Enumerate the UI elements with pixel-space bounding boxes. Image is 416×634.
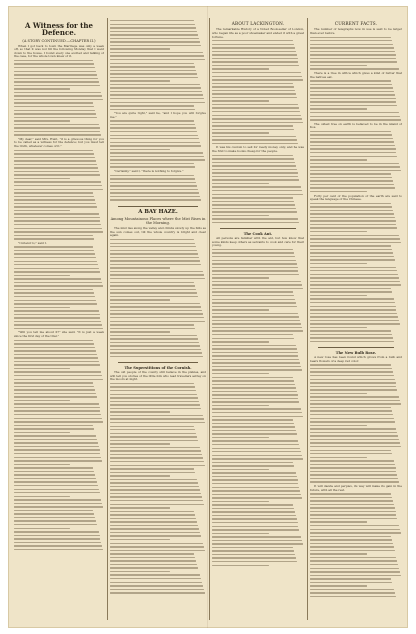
section-title: The New Bulb Rose. (335, 351, 377, 356)
story-paragraph: "Certainly," said I, "there is nothing to forgive." (114, 168, 184, 173)
text-block (110, 120, 206, 169)
section-lede: The remarkable History of a Noted Book-seller of London, who began life as a poor shoemaker and ended it with a great fortune. (212, 27, 304, 39)
section-divider (220, 228, 296, 229)
page-fold (207, 6, 208, 628)
column-4 (310, 20, 402, 622)
story-paragraph: It was his custom to sell for ready money only, and he was the first to make books cheap for the people. (212, 145, 304, 153)
text-block (110, 383, 206, 596)
section-lede: The mist lies along the valley and climbs slowly up the hills as the sun comes out, till the whole country is bright and clear again. (110, 226, 206, 238)
column-1 (14, 20, 104, 622)
text-line (310, 341, 402, 344)
text-line (212, 565, 304, 568)
section-title: The Cook Ant. (243, 232, 273, 237)
section-lede: The old people of the county still believe in the piskies, and will tell you stories of the little folk who lead travellers astray on the moors at night. (110, 370, 206, 382)
column-rule (209, 18, 210, 620)
story-byline: (A STORY CONTINUED.—CHAPTER II.) (22, 38, 96, 43)
section-divider (318, 347, 394, 348)
text-block (14, 340, 104, 553)
section-lede: A new rose has been found which grows from a bulb and bears flowers of a deep red color. (310, 355, 402, 363)
newspaper-page (8, 6, 408, 628)
text-block (110, 239, 206, 359)
column-rule (307, 18, 308, 620)
story-paragraph: "You are quite right," said he, "and I hope you will forgive me." (110, 111, 206, 119)
text-line (310, 596, 402, 599)
column-3 (212, 20, 304, 622)
section-title: The Superstitions of the Cornish. (124, 366, 192, 371)
story-paragraph: It will dazzle and perplex, its way will make its gain in the future, with all the rest. (310, 483, 402, 492)
column-2 (110, 20, 206, 622)
text-block (14, 150, 104, 242)
text-block (310, 131, 402, 195)
story-paragraph: "I intend to," said I. (18, 240, 47, 245)
section-subtitle: Among Mountainous Places where the Mist Rises in the Morning. (110, 217, 206, 226)
text-line (110, 356, 206, 359)
text-block (212, 249, 304, 568)
fact-item: The oldest tree on earth is believed to be in the island of Kos. (310, 121, 402, 130)
text-block (310, 80, 402, 122)
section-divider (118, 206, 198, 207)
text-block (310, 493, 402, 599)
text-block (14, 60, 104, 138)
text-block (310, 364, 402, 484)
text-line (14, 549, 104, 552)
story-paragraph: "Will you tell me about it?" she said. "It is just a week since the first day of the trial." (14, 330, 104, 338)
text-line (110, 592, 206, 595)
story-title: A Witness for the Defence. (25, 21, 93, 38)
section-title: A BAY HAZE. (138, 208, 178, 215)
fact-item: Forty per cent of the population of the earth are said to speak the language of the Chinese. (310, 193, 402, 202)
text-block (310, 203, 402, 345)
text-block (212, 155, 304, 226)
fact-item: The number of telegraphs now in use is said to be larger than ever before. (310, 27, 402, 35)
section-title: ABOUT LACKINGTON. (231, 21, 285, 26)
text-block (14, 246, 104, 331)
story-lede: When I got back to town the Marriage was only a week off, so that it was not till the following Monday that I went down to the house. I found every one excited and talking of the case, for the whole town knew of it. (14, 43, 104, 59)
section-lede: All persons are familiar with the ant, but few know that some kinds keep others as servants to cook and care for their young. (212, 236, 304, 248)
section-divider (118, 362, 198, 363)
text-line (110, 199, 206, 202)
text-block (310, 37, 402, 72)
text-block (212, 40, 304, 146)
fact-item: There is a tree in Africa which gives a kind of butter that the natives eat. (310, 70, 402, 79)
text-block (110, 175, 206, 203)
text-line (212, 222, 304, 225)
column-rule (107, 18, 108, 620)
story-paragraph: "My dear," said Mrs. Hunt, "it is a grievous thing for you to be called as a witness for the defence; but you must tell the truth, whatever comes of it." (14, 136, 104, 148)
text-block (110, 20, 206, 112)
section-title: CURRENT FACTS. (334, 21, 378, 26)
